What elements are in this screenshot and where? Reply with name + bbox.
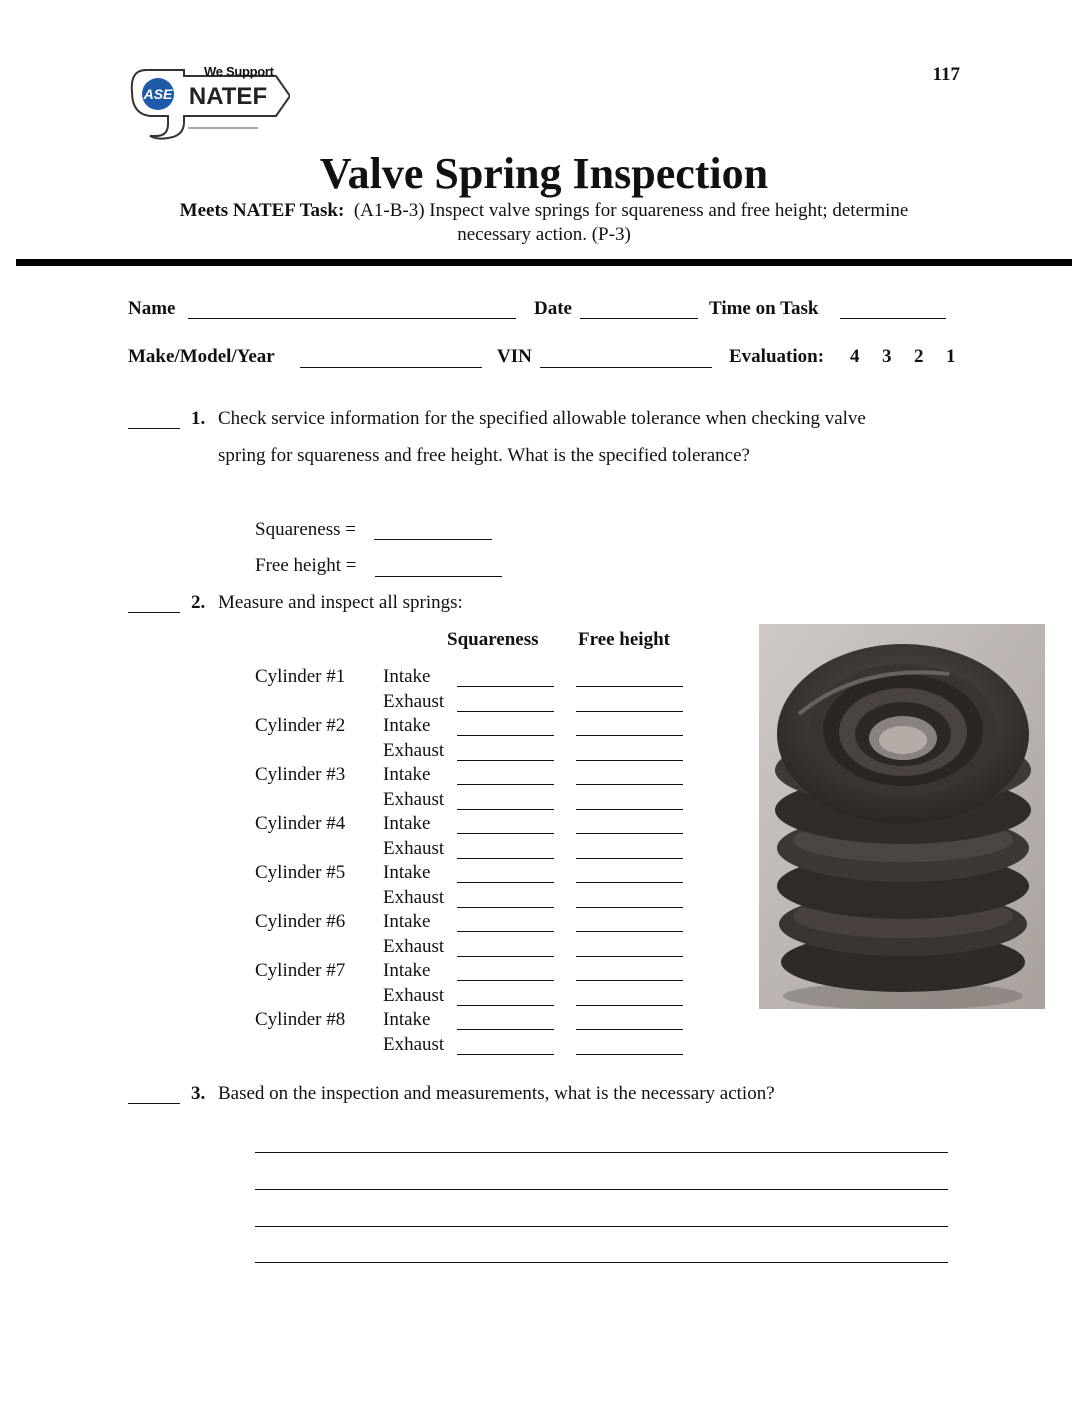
exhaust-free-height-field[interactable] <box>576 1005 683 1006</box>
exhaust-free-height-field[interactable] <box>576 956 683 957</box>
exhaust-squareness-field[interactable] <box>457 1005 554 1006</box>
q1-number: 1. <box>191 408 206 429</box>
col-squareness-header: Squareness <box>447 629 539 650</box>
intake-label: Intake <box>383 960 431 981</box>
exhaust-free-height-field[interactable] <box>576 907 683 908</box>
exhaust-free-height-field[interactable] <box>576 858 683 859</box>
intake-label: Intake <box>383 911 431 932</box>
task-label: Meets NATEF Task: <box>179 200 345 221</box>
q2-check-blank[interactable] <box>128 612 180 613</box>
intake-squareness-field[interactable] <box>457 1029 554 1030</box>
date-label: Date <box>534 298 572 319</box>
intake-free-height-field[interactable] <box>576 686 683 687</box>
cylinder-label: Cylinder #1 <box>255 666 346 687</box>
task-description <box>100 199 988 247</box>
intake-free-height-field[interactable] <box>576 735 683 736</box>
exhaust-free-height-field[interactable] <box>576 711 683 712</box>
make-model-year-field[interactable] <box>300 367 482 368</box>
q3-text: Based on the inspection and measurements, what is the necessary action? <box>218 1083 775 1104</box>
intake-free-height-field[interactable] <box>576 1029 683 1030</box>
task-line-2: necessary action. (P-3) <box>457 224 631 245</box>
task-line-1: (A1-B-3) Inspect valve springs for squareness and free height; determine <box>353 200 909 221</box>
make-model-year-label: Make/Model/Year <box>128 346 275 367</box>
intake-squareness-field[interactable] <box>457 784 554 785</box>
cylinder-label: Cylinder #4 <box>255 813 346 834</box>
intake-label: Intake <box>383 666 431 687</box>
cylinder-label: Cylinder #6 <box>255 911 346 932</box>
intake-squareness-field[interactable] <box>457 686 554 687</box>
logo-tagline: We Support <box>204 64 274 79</box>
intake-label: Intake <box>383 862 431 883</box>
exhaust-label: Exhaust <box>383 739 445 761</box>
svg-text:NATEF: NATEF <box>188 83 268 110</box>
q3-number: 3. <box>191 1083 206 1104</box>
evaluation-score-4[interactable]: 4 <box>850 346 860 367</box>
intake-free-height-field[interactable] <box>576 931 683 932</box>
time-on-task-label: Time on Task <box>709 298 819 319</box>
exhaust-squareness-field[interactable] <box>457 809 554 810</box>
exhaust-free-height-field[interactable] <box>576 1054 683 1055</box>
q1-text-line-1: Check service information for the specified allowable tolerance when checking valve <box>218 408 866 429</box>
valve-spring-icon <box>759 624 1045 1009</box>
exhaust-squareness-field[interactable] <box>457 956 554 957</box>
header-divider <box>16 259 1072 266</box>
q3-answer-line[interactable] <box>255 1226 948 1227</box>
exhaust-label: Exhaust <box>383 1033 445 1055</box>
exhaust-label: Exhaust <box>383 837 445 859</box>
cylinder-label: Cylinder #2 <box>255 715 346 736</box>
squareness-field[interactable] <box>374 539 492 540</box>
evaluation-score-3[interactable]: 3 <box>882 346 892 367</box>
exhaust-squareness-field[interactable] <box>457 1054 554 1055</box>
intake-label: Intake <box>383 715 431 736</box>
q3-answer-line[interactable] <box>255 1189 948 1190</box>
free-height-field[interactable] <box>375 576 502 577</box>
intake-free-height-field[interactable] <box>576 980 683 981</box>
name-field[interactable] <box>188 318 516 319</box>
cylinder-label: Cylinder #5 <box>255 862 346 883</box>
exhaust-squareness-field[interactable] <box>457 760 554 761</box>
vin-label: VIN <box>497 346 532 367</box>
exhaust-squareness-field[interactable] <box>457 907 554 908</box>
evaluation-score-2[interactable]: 2 <box>914 346 924 367</box>
svg-text:ASE: ASE <box>143 86 173 102</box>
q2-text: Measure and inspect all springs: <box>218 592 463 613</box>
intake-squareness-field[interactable] <box>457 931 554 932</box>
free-height-label: Free height = <box>255 555 357 576</box>
cylinder-label: Cylinder #3 <box>255 764 346 785</box>
exhaust-free-height-field[interactable] <box>576 760 683 761</box>
squareness-label: Squareness = <box>255 519 356 540</box>
cylinder-label: Cylinder #8 <box>255 1009 346 1030</box>
intake-squareness-field[interactable] <box>457 980 554 981</box>
exhaust-label: Exhaust <box>383 935 445 957</box>
cylinder-label: Cylinder #7 <box>255 960 346 981</box>
exhaust-label: Exhaust <box>383 690 445 712</box>
natef-logo <box>128 58 290 144</box>
intake-label: Intake <box>383 1009 431 1030</box>
intake-free-height-field[interactable] <box>576 784 683 785</box>
q1-check-blank[interactable] <box>128 428 180 429</box>
q3-check-blank[interactable] <box>128 1103 180 1104</box>
page-title: Valve Spring Inspection <box>319 149 769 198</box>
page-number: 117 <box>932 64 960 85</box>
intake-squareness-field[interactable] <box>457 882 554 883</box>
exhaust-label: Exhaust <box>383 886 445 908</box>
intake-free-height-field[interactable] <box>576 882 683 883</box>
intake-squareness-field[interactable] <box>457 833 554 834</box>
vin-field[interactable] <box>540 367 712 368</box>
exhaust-squareness-field[interactable] <box>457 711 554 712</box>
intake-free-height-field[interactable] <box>576 833 683 834</box>
valve-spring-photo <box>759 624 1045 1009</box>
q3-answer-line[interactable] <box>255 1152 948 1153</box>
time-on-task-field[interactable] <box>840 318 946 319</box>
intake-squareness-field[interactable] <box>457 735 554 736</box>
name-label: Name <box>128 298 176 319</box>
evaluation-label: Evaluation: <box>729 346 825 367</box>
col-free-height-header: Free height <box>578 629 670 650</box>
exhaust-label: Exhaust <box>383 788 445 810</box>
intake-label: Intake <box>383 813 431 834</box>
intake-label: Intake <box>383 764 431 785</box>
exhaust-squareness-field[interactable] <box>457 858 554 859</box>
exhaust-free-height-field[interactable] <box>576 809 683 810</box>
evaluation-score-1[interactable]: 1 <box>946 346 956 367</box>
date-field[interactable] <box>580 318 698 319</box>
exhaust-label: Exhaust <box>383 984 445 1006</box>
q3-answer-line[interactable] <box>255 1262 948 1263</box>
q2-number: 2. <box>191 592 206 613</box>
q1-text-line-2: spring for squareness and free height. What is the specified tolerance? <box>218 445 750 466</box>
